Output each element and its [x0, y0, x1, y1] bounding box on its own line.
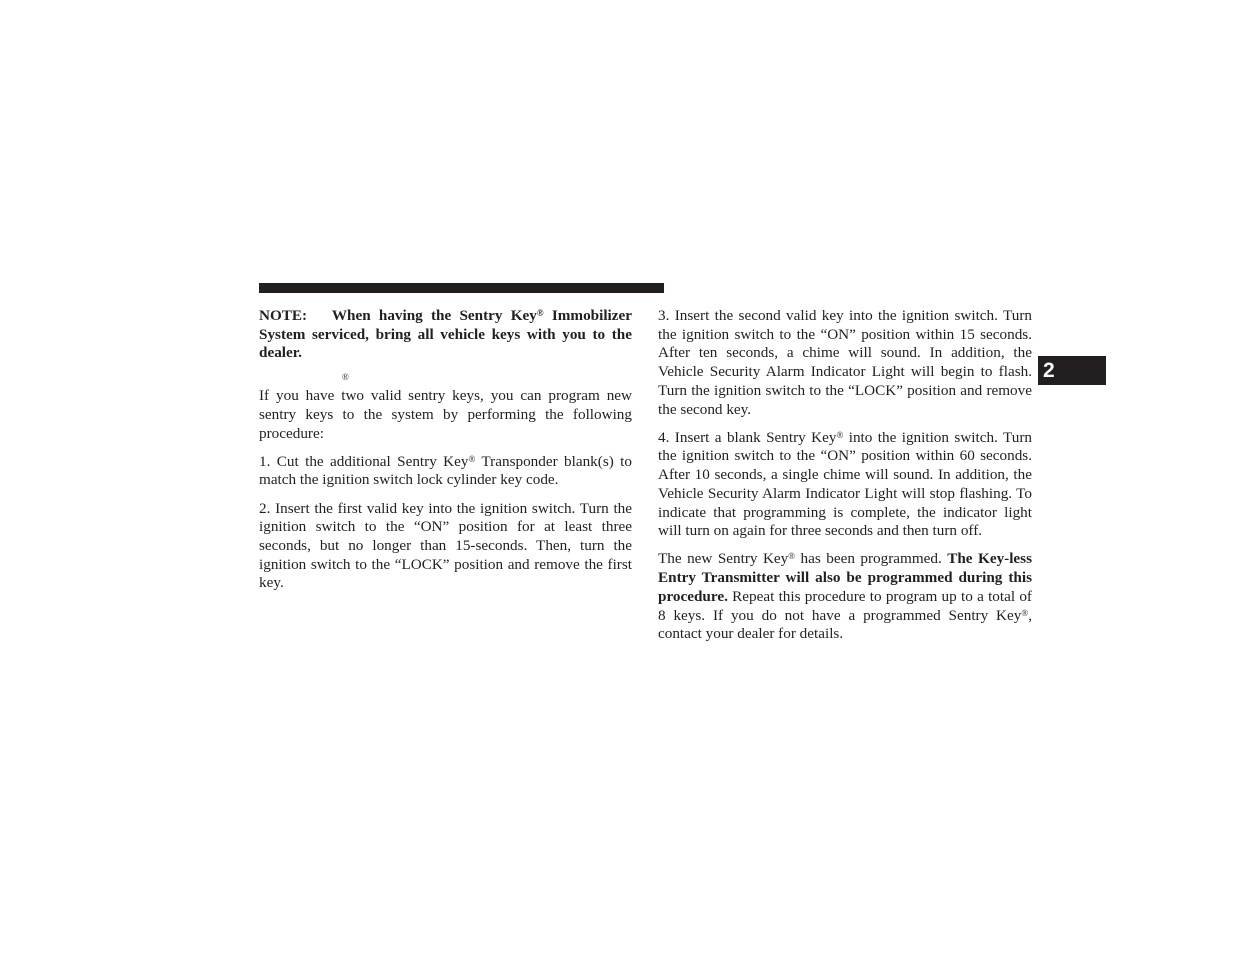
intro-paragraph: If you have two valid sentry keys, you can program new sentry keys to the system by performing the following procedure:	[259, 387, 632, 442]
left-column	[259, 307, 632, 603]
step-1-text-a: 1. Cut the additional Sentry Key	[259, 452, 469, 470]
step-4-text-b: into the ignition switch. Turn the ignition switch to the “ON” position within 60 seconds. After 10 seconds, a single chime will sound. In addition, the Vehicle Security Alarm Indicator Light will stop flashing. To indicate that programming is complete, the indicator light will turn on again for three seconds and then turn off.	[658, 428, 1032, 540]
step-1	[259, 453, 632, 490]
step-2: 2. Insert the first valid key into the ignition switch. Turn the ignition switch to the “ON” position for at least three seconds, but no longer than 15-seconds. Then, turn the ignition switch to the “LOCK” position and remove the first key.	[259, 499, 632, 592]
note-text-a: When having the Sentry Key	[331, 307, 537, 324]
step-1-text-b: Transponder blank(s) to match the ignition switch lock cylinder key code.	[259, 452, 632, 489]
step-4-text-a: 4. Insert a blank Sentry Key	[658, 428, 837, 446]
registered-mark: ®	[788, 551, 796, 562]
final-text-b: has been programmed.	[795, 550, 948, 568]
registered-mark: ®	[342, 372, 349, 383]
final-text-c: Repeat this procedure to program up to a total of 8 keys. If you do not have a programmed Sentry Key	[658, 587, 1032, 624]
chapter-tab: 2	[1038, 356, 1106, 385]
section-heading	[259, 367, 632, 387]
registered-mark: ®	[536, 308, 544, 318]
registered-mark: ®	[836, 429, 844, 440]
final-text-d: , contact your dealer for details.	[658, 606, 1032, 643]
note-text-b: Immobilizer System serviced, bring all vehicle keys with you to the dealer.	[259, 307, 632, 362]
final-text-a: The new Sentry Key	[658, 550, 789, 568]
step-3: 3. Insert the second valid key into the ignition switch. Turn the ignition switch to the “ON” position within 15 seconds. After ten seconds, a chime will sound. In addition, the Vehicle Security Alarm Indicator Light will begin to flash. Turn the ignition switch to the “LOCK” position and remove the second key.	[658, 307, 1032, 418]
note-label: NOTE:	[259, 307, 308, 324]
step-4	[658, 429, 1032, 541]
final-paragraph	[658, 550, 1032, 644]
registered-mark: ®	[468, 453, 476, 464]
registered-mark: ®	[1021, 607, 1029, 618]
final-bold-text: The Key-less Entry Transmitter will also be programmed during this procedure.	[658, 550, 1032, 605]
section-header-rule	[259, 283, 664, 293]
right-column	[658, 307, 1032, 653]
note-paragraph	[259, 307, 632, 363]
